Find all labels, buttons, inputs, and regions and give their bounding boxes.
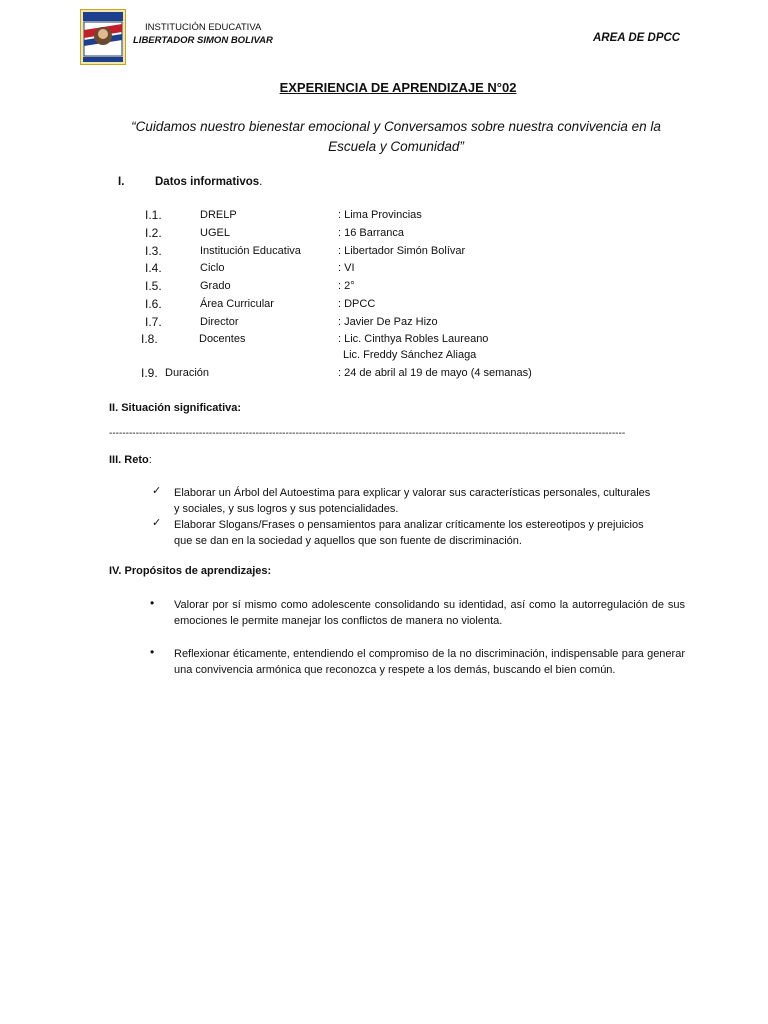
info-label: Institución Educativa — [200, 245, 301, 257]
info-num: I.6. — [145, 297, 162, 311]
info-value-secondary: Lic. Freddy Sánchez Aliaga — [343, 349, 477, 361]
purpose-item: Valorar por sí mismo como adolescente consolidando su identidad, así como la autorregulación de sus emociones le permite manejar los conflictos de manera no violenta. — [174, 599, 685, 627]
info-num: I.1. — [145, 208, 162, 222]
dashed-separator: ----------------------------------------------------------------------------------------------------------------------------------------------------------- — [109, 428, 626, 439]
reto-item-line: Elaborar Slogans/Frases o pensamientos para analizar críticamente los estereotipos y prejuicios — [174, 519, 644, 531]
info-num: I.8. — [141, 332, 158, 346]
info-num: I.4. — [145, 261, 162, 275]
info-num: I.3. — [145, 244, 162, 258]
section-1-heading-text: Datos informativos — [155, 176, 260, 188]
section-3-heading-suffix: : — [148, 454, 152, 466]
info-value: : VI — [338, 262, 355, 274]
section-1-heading — [155, 176, 262, 188]
section-1-numeral: I. — [118, 176, 125, 188]
info-value: : 16 Barranca — [338, 227, 405, 239]
section-3-heading — [109, 454, 152, 466]
info-num: I.5. — [145, 279, 162, 293]
info-value: : Javier De Paz Hizo — [338, 316, 438, 328]
reto-item-line: Elaborar un Árbol del Autoestima para explicar y valorar sus características personales, culturales — [174, 487, 651, 499]
institution-label: INSTITUCIÓN EDUCATIVA — [145, 22, 262, 33]
document-subtitle: “Cuidamos nuestro bienestar emocional y Conversamos sobre nuestra convivencia en la Escuela y Comunidad” — [131, 119, 661, 154]
section-1-heading-suffix: . — [259, 176, 263, 188]
info-value: : 24 de abril al 19 de mayo (4 semanas) — [338, 367, 532, 379]
info-label: Director — [200, 316, 239, 328]
info-label: UGEL — [200, 227, 230, 239]
info-value: : Lima Provincias — [338, 209, 422, 221]
info-label: Grado — [200, 280, 231, 292]
reto-item-line: y sociales, y sus logros y sus potencialidades. — [174, 503, 399, 515]
info-num: I.2. — [145, 226, 162, 240]
school-crest-icon — [81, 10, 125, 64]
purpose-item: Reflexionar éticamente, entendiendo el compromiso de la no discriminación, indispensable para generar una convivencia armónica que reconozca y respete a los demás, buscando el bien común. — [174, 648, 685, 676]
info-value: : Libertador Simón Bolívar — [338, 245, 466, 257]
info-value: : Lic. Cinthya Robles Laureano — [338, 333, 489, 345]
bullet-icon: • — [150, 596, 155, 610]
info-num: I.7. — [145, 315, 162, 329]
info-value: : DPCC — [338, 298, 376, 310]
school-name: LIBERTADOR SIMON BOLIVAR — [133, 35, 273, 46]
document-title: EXPERIENCIA DE APRENDIZAJE N°02 — [279, 80, 517, 95]
area-label: AREA DE DPCC — [593, 32, 681, 44]
info-value: : 2° — [338, 280, 355, 292]
info-label: Ciclo — [200, 262, 225, 274]
section-2-heading: II. Situación significativa: — [109, 402, 242, 414]
bullet-icon: • — [150, 645, 155, 659]
info-label: DRELP — [200, 209, 237, 221]
info-num: I.9. — [141, 366, 158, 380]
info-label: Área Curricular — [200, 298, 274, 310]
reto-item-line: que se dan en la sociedad y aquellos que son fuente de discriminación. — [174, 535, 522, 547]
section-3-heading-text: III. Reto — [109, 454, 149, 466]
checkmark-icon: ✓ — [152, 485, 162, 497]
info-label: Duración — [165, 367, 210, 379]
checkmark-icon: ✓ — [152, 517, 162, 529]
school-logo — [80, 9, 126, 65]
info-label: Docentes — [199, 333, 246, 345]
section-4-heading: IV. Propósitos de aprendizajes: — [109, 565, 272, 577]
